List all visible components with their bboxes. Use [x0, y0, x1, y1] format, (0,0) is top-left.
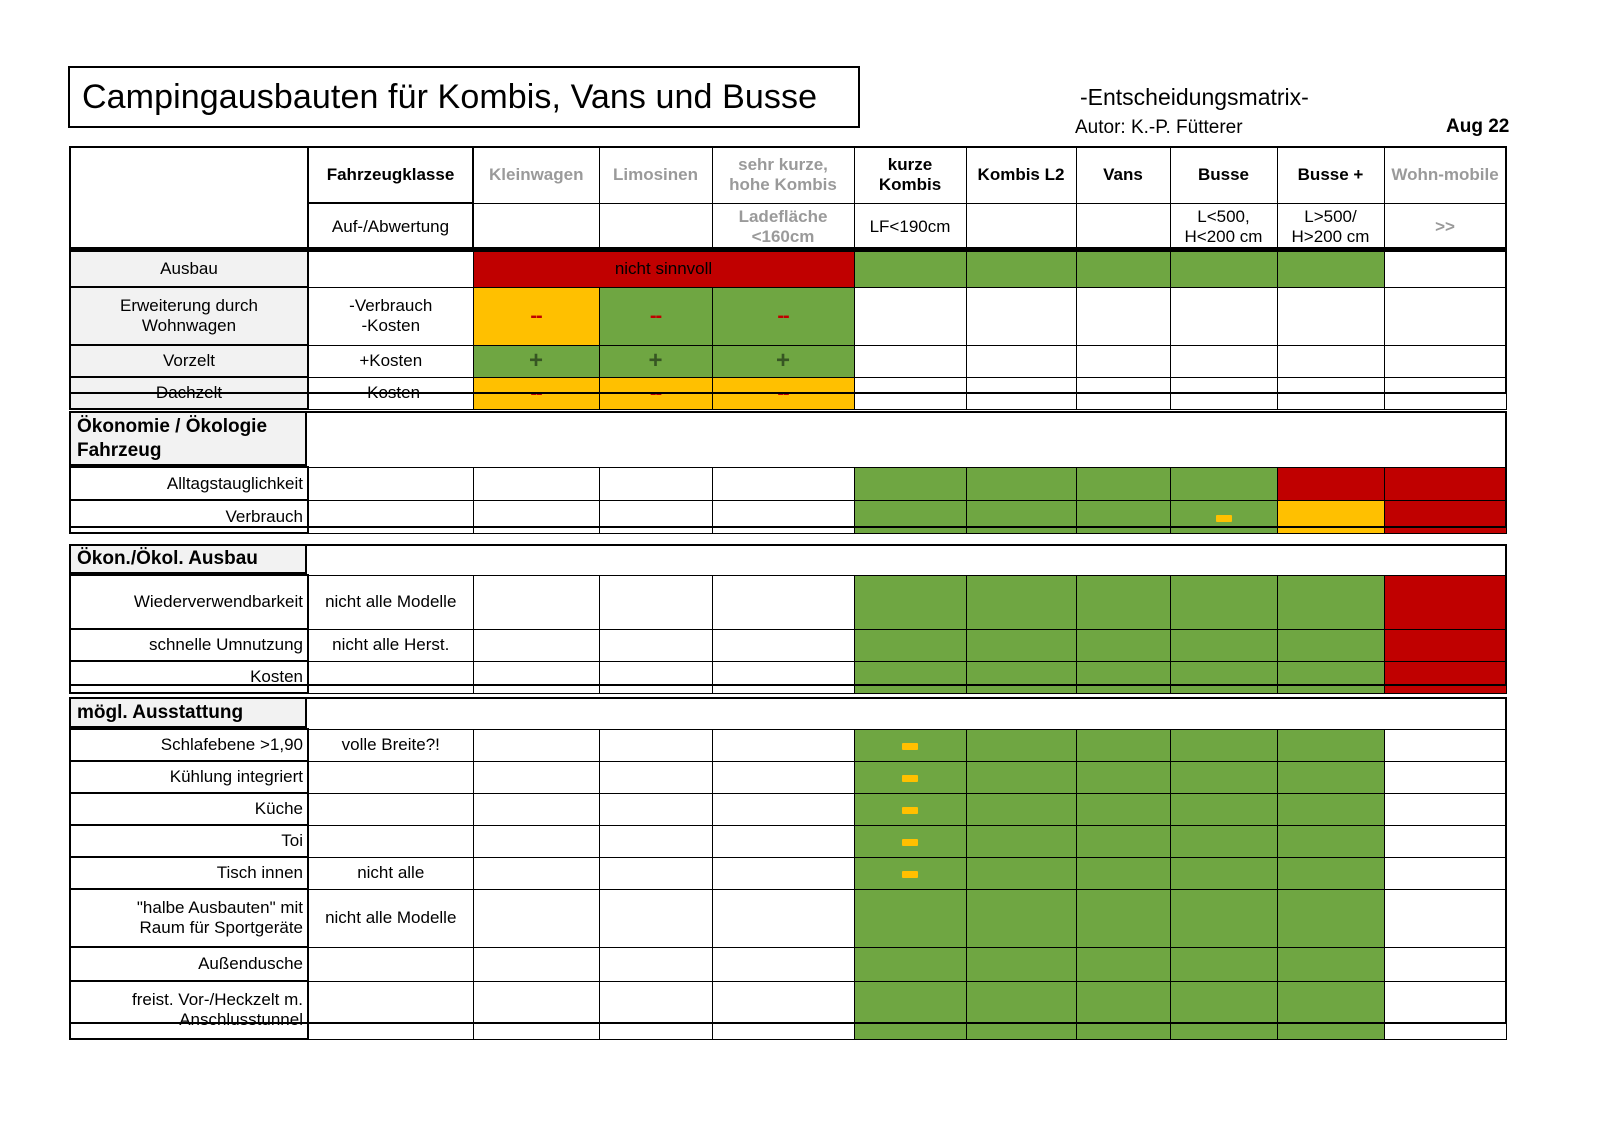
cell-verbrauch-busse-plus [1277, 500, 1384, 533]
cell-kueche-criterion [308, 793, 473, 825]
cell-tisch-kombis-l2 [966, 857, 1076, 889]
cell-umnutzung-limosinen [599, 629, 712, 661]
table-row [70, 761, 1506, 793]
cell-verbrauch-criterion [308, 500, 473, 533]
cell-dachzelt-sehr-kurze [712, 377, 854, 409]
cell-heckzelt-busse [1170, 981, 1277, 1039]
cell-dachzelt-limosinen [599, 377, 712, 409]
cell-verbrauch-vans [1076, 500, 1170, 533]
cell-alltag-busse-plus [1277, 467, 1384, 500]
row-label-wiederverwendbarkeit: Wiederverwendbarkeit [70, 575, 308, 629]
table-row [70, 287, 1506, 345]
rating-vans [1076, 203, 1170, 251]
author-label: Autor: K.-P. Fütterer [1075, 117, 1243, 138]
minus-symbol: -- [530, 304, 542, 327]
cell-dusche-kleinwagen [473, 947, 599, 981]
cell-alltag-kurze-kombis [854, 467, 966, 500]
matrix-block-ausstattung [69, 728, 1507, 1040]
cell-dusche-kurze-kombis [854, 947, 966, 981]
row-label-erweiterung [70, 287, 308, 345]
cell-schlafebene-sehr-kurze [712, 729, 854, 761]
cell-toi-sehr-kurze [712, 825, 854, 857]
cell-halbe-busse-plus [1277, 889, 1384, 947]
cell-vorzelt-criterion: +Kosten [308, 345, 473, 377]
cell-wiederverwend-busse-plus [1277, 575, 1384, 629]
cell-dusche-wohnmobile [1384, 947, 1506, 981]
cell-toi-vans [1076, 825, 1170, 857]
cell-dusche-vans [1076, 947, 1170, 981]
cell-alltag-limosinen [599, 467, 712, 500]
rating-busse: L<500, H<200 cm [1170, 203, 1277, 251]
table-row [70, 825, 1506, 857]
header-limosinen: Limosinen [599, 147, 712, 203]
matrix-table-oekonomie [69, 466, 1507, 534]
table-row [70, 467, 1506, 500]
cell-dachzelt-kurze-kombis [854, 377, 966, 409]
cell-vorzelt-kurze-kombis [854, 345, 966, 377]
cell-erweiterung-criterion [308, 287, 473, 345]
cell-kosten-busse [1170, 661, 1277, 693]
cell-wiederverwend-sehr-kurze [712, 575, 854, 629]
cell-verbrauch-busse [1170, 500, 1277, 533]
cell-kuehlung-sehr-kurze [712, 761, 854, 793]
rating-limosinen [599, 203, 712, 251]
cell-kosten-wohnmobile [1384, 661, 1506, 693]
rating-kurze-kombis: LF<190cm [854, 203, 966, 251]
cell-verbrauch-kombis-l2 [966, 500, 1076, 533]
plus-symbol: + [775, 347, 790, 375]
table-row [70, 981, 1506, 1039]
matrix-block-oekonomie [69, 466, 1507, 534]
cell-umnutzung-wohnmobile [1384, 629, 1506, 661]
cell-kosten-kombis-l2 [966, 661, 1076, 693]
cell-kueche-vans [1076, 793, 1170, 825]
cell-schlafebene-kombis-l2 [966, 729, 1076, 761]
header-row-rating [70, 203, 1506, 251]
minus-symbol: -- [649, 304, 662, 327]
table-row [70, 889, 1506, 947]
cell-alltag-busse [1170, 467, 1277, 500]
cell-halbe-kombis-l2 [966, 889, 1076, 947]
cell-kuehlung-criterion [308, 761, 473, 793]
cell-kueche-kurze-kombis [854, 793, 966, 825]
cell-tisch-busse [1170, 857, 1277, 889]
table-row [70, 500, 1506, 533]
minus-symbol: -- [777, 381, 789, 404]
cell-erweiterung-busse-plus [1277, 287, 1384, 345]
cell-dusche-busse-plus [1277, 947, 1384, 981]
row-label-vorzelt-heckzelt-text: freist. Vor-/Heckzelt m. Anschlusstunnel [132, 990, 303, 1029]
cell-vorzelt-limosinen [599, 345, 712, 377]
cell-kuehlung-vans [1076, 761, 1170, 793]
cell-umnutzung-kurze-kombis [854, 629, 966, 661]
cell-kosten-busse-plus [1277, 661, 1384, 693]
cell-kuehlung-kurze-kombis [854, 761, 966, 793]
cell-alltag-sehr-kurze [712, 467, 854, 500]
row-label-kuehlung: Kühlung integriert [70, 761, 308, 793]
row-label-toi: Toi [70, 825, 308, 857]
cell-kosten-vans [1076, 661, 1170, 693]
table-row [70, 345, 1506, 377]
header-kurze-kombis: kurze Kombis [854, 147, 966, 203]
cell-kueche-kleinwagen [473, 793, 599, 825]
cell-dusche-limosinen [599, 947, 712, 981]
cell-umnutzung-busse [1170, 629, 1277, 661]
table-row [70, 251, 1506, 287]
table-row [70, 729, 1506, 761]
header-kleinwagen: Kleinwagen [473, 147, 599, 203]
cell-kuehlung-limosinen [599, 761, 712, 793]
minus-symbol: -- [530, 381, 542, 404]
cell-schlafebene-kleinwagen [473, 729, 599, 761]
table-row [70, 661, 1506, 693]
cell-vorzelt-vans [1076, 345, 1170, 377]
cell-wiederverwend-busse [1170, 575, 1277, 629]
cell-toi-kurze-kombis [854, 825, 966, 857]
header-kombis-l2: Kombis L2 [966, 147, 1076, 203]
cell-heckzelt-vans [1076, 981, 1170, 1039]
header-row-classes [70, 147, 1506, 203]
cell-tisch-kurze-kombis [854, 857, 966, 889]
cell-heckzelt-criterion [308, 981, 473, 1039]
cell-kosten-kurze-kombis [854, 661, 966, 693]
cell-dachzelt-kleinwagen [473, 377, 599, 409]
cell-schlafebene-kurze-kombis [854, 729, 966, 761]
table-row [70, 377, 1506, 409]
table-row [70, 575, 1506, 629]
cell-erweiterung-limosinen [599, 287, 712, 345]
cell-toi-wohnmobile [1384, 825, 1506, 857]
section-header-oekonomie [69, 411, 307, 466]
table-row [70, 857, 1506, 889]
cell-vorzelt-sehr-kurze [712, 345, 854, 377]
cell-dachzelt-vans [1076, 377, 1170, 409]
cell-toi-criterion [308, 825, 473, 857]
cell-toi-busse-plus [1277, 825, 1384, 857]
row-label-vorzelt-heckzelt [70, 981, 308, 1039]
header-sehr-kurze-hohe-kombis: sehr kurze, hohe Kombis [712, 147, 854, 203]
cell-kuehlung-busse-plus [1277, 761, 1384, 793]
cell-dachzelt-wohnmobile [1384, 377, 1506, 409]
cell-umnutzung-criterion: nicht alle Herst. [308, 629, 473, 661]
cell-kueche-limosinen [599, 793, 712, 825]
cell-verbrauch-limosinen [599, 500, 712, 533]
subtitle: -Entscheidungsmatrix- [1080, 84, 1309, 110]
dash-marker-icon [902, 743, 918, 750]
section-header-oekon-ausbau [69, 544, 307, 574]
cell-verbrauch-kleinwagen [473, 500, 599, 533]
dash-marker-icon [1216, 515, 1232, 522]
cell-halbe-limosinen [599, 889, 712, 947]
cell-erweiterung-sehr-kurze [712, 287, 854, 345]
matrix-table-ausstattung [69, 728, 1507, 1040]
section-header-ausstattung-text: mögl. Ausstattung [77, 701, 244, 723]
cell-umnutzung-vans [1076, 629, 1170, 661]
cell-heckzelt-sehr-kurze [712, 981, 854, 1039]
row-label-vorzelt: Vorzelt [70, 345, 308, 377]
matrix-block-oekon-ausbau [69, 574, 1507, 694]
plus-symbol: + [648, 347, 663, 375]
cell-verbrauch-wohnmobile [1384, 500, 1506, 533]
cell-toi-kombis-l2 [966, 825, 1076, 857]
rating-kleinwagen [473, 203, 599, 251]
cell-dusche-kombis-l2 [966, 947, 1076, 981]
cell-kosten-criterion [308, 661, 473, 693]
section-header-oekon-ausbau-text: Ökon./Ökol. Ausbau [77, 548, 258, 569]
cell-halbe-vans [1076, 889, 1170, 947]
row-label-halbe-ausbauten [70, 889, 308, 947]
minus-symbol: -- [777, 304, 789, 327]
cell-schlafebene-wohnmobile [1384, 729, 1506, 761]
cell-kuehlung-wohnmobile [1384, 761, 1506, 793]
cell-schlafebene-busse [1170, 729, 1277, 761]
cell-erweiterung-wohnmobile [1384, 287, 1506, 345]
header-busse-plus: Busse + [1277, 147, 1384, 203]
cell-ausbau-kurze-kombis [854, 251, 966, 287]
page-title: Campingausbauten für Kombis, Vans und Busse [82, 77, 818, 116]
row-label-verbrauch: Verbrauch [70, 500, 308, 533]
row-label-schlafebene: Schlafebene >1,90 [70, 729, 308, 761]
row-label-erweiterung-text: Erweiterung durch Wohnwagen [120, 296, 258, 335]
cell-halbe-wohnmobile [1384, 889, 1506, 947]
cell-erweiterung-kleinwagen [473, 287, 599, 345]
cell-wiederverwend-kleinwagen [473, 575, 599, 629]
cell-umnutzung-busse-plus [1277, 629, 1384, 661]
row-label-alltagstauglichkeit: Alltagstauglichkeit [70, 467, 308, 500]
matrix-header-and-block1 [69, 146, 1507, 410]
cell-toi-kleinwagen [473, 825, 599, 857]
cell-toi-limosinen [599, 825, 712, 857]
cell-dachzelt-kombis-l2 [966, 377, 1076, 409]
cell-kueche-wohnmobile [1384, 793, 1506, 825]
cell-wiederverwend-kurze-kombis [854, 575, 966, 629]
cell-ausbau-busse-plus [1277, 251, 1384, 287]
plus-symbol: + [528, 347, 543, 375]
cell-verbrauch-kurze-kombis [854, 500, 966, 533]
cell-verbrauch-sehr-kurze [712, 500, 854, 533]
cell-erweiterung-busse [1170, 287, 1277, 345]
cell-vorzelt-busse [1170, 345, 1277, 377]
cell-umnutzung-sehr-kurze [712, 629, 854, 661]
cell-kosten-kleinwagen [473, 661, 599, 693]
cell-umnutzung-kleinwagen [473, 629, 599, 661]
table-row [70, 793, 1506, 825]
table-row [70, 947, 1506, 981]
rating-kombis-l2 [966, 203, 1076, 251]
cell-dusche-sehr-kurze [712, 947, 854, 981]
cell-heckzelt-kleinwagen [473, 981, 599, 1039]
cell-schlafebene-limosinen [599, 729, 712, 761]
cell-dachzelt-busse-plus [1277, 377, 1384, 409]
row-label-ausbau: Ausbau [70, 251, 308, 287]
matrix-table-top [69, 146, 1507, 410]
cell-schlafebene-criterion: volle Breite?! [308, 729, 473, 761]
cell-alltag-kleinwagen [473, 467, 599, 500]
cell-halbe-kleinwagen [473, 889, 599, 947]
cell-erweiterung-kombis-l2 [966, 287, 1076, 345]
header-busse: Busse [1170, 147, 1277, 203]
cell-dusche-criterion [308, 947, 473, 981]
dash-marker-icon [902, 807, 918, 814]
cell-heckzelt-limosinen [599, 981, 712, 1039]
row-label-tisch-innen: Tisch innen [70, 857, 308, 889]
cell-dachzelt-criterion: -Kosten [308, 377, 473, 409]
cell-halbe-busse [1170, 889, 1277, 947]
cell-wiederverwend-criterion: nicht alle Modelle [308, 575, 473, 629]
header-criterion: Fahrzeugklasse [308, 147, 473, 203]
cell-ausbau-nicht-sinnvoll: nicht sinnvoll [473, 251, 854, 287]
cell-heckzelt-busse-plus [1277, 981, 1384, 1039]
dash-marker-icon [902, 775, 918, 782]
cell-erweiterung-vans [1076, 287, 1170, 345]
cell-tisch-vans [1076, 857, 1170, 889]
cell-wiederverwend-vans [1076, 575, 1170, 629]
title-box [68, 66, 860, 128]
row-label-kueche: Küche [70, 793, 308, 825]
cell-tisch-busse-plus [1277, 857, 1384, 889]
cell-wiederverwend-kombis-l2 [966, 575, 1076, 629]
cell-alltag-kombis-l2 [966, 467, 1076, 500]
row-label-aussendusche: Außendusche [70, 947, 308, 981]
cell-kueche-sehr-kurze [712, 793, 854, 825]
cell-ausbau-vans [1076, 251, 1170, 287]
table-row [70, 629, 1506, 661]
cell-vorzelt-wohnmobile [1384, 345, 1506, 377]
cell-kuehlung-busse [1170, 761, 1277, 793]
cell-wiederverwend-wohnmobile [1384, 575, 1506, 629]
cell-heckzelt-kurze-kombis [854, 981, 966, 1039]
criterion-text: -Verbrauch -Kosten [349, 296, 433, 335]
cell-kuehlung-kleinwagen [473, 761, 599, 793]
section-header-oekonomie-text: Ökonomie / Ökologie Fahrzeug [77, 416, 268, 461]
cell-alltag-criterion [308, 467, 473, 500]
dash-marker-icon [902, 871, 918, 878]
row-label-dachzelt: Dachzelt [70, 377, 308, 409]
cell-alltag-wohnmobile [1384, 467, 1506, 500]
cell-tisch-sehr-kurze [712, 857, 854, 889]
corner-spacer [70, 147, 308, 203]
cell-kuehlung-kombis-l2 [966, 761, 1076, 793]
cell-dusche-busse [1170, 947, 1277, 981]
rating-row-label: Auf-/Abwertung [308, 203, 473, 251]
header-vans: Vans [1076, 147, 1170, 203]
cell-ausbau-wohnmobile [1384, 251, 1506, 287]
cell-kueche-busse [1170, 793, 1277, 825]
cell-halbe-kurze-kombis [854, 889, 966, 947]
matrix-table-oekon-ausbau [69, 574, 1507, 694]
cell-alltag-vans [1076, 467, 1170, 500]
cell-schlafebene-busse-plus [1277, 729, 1384, 761]
cell-toi-busse [1170, 825, 1277, 857]
cell-schlafebene-vans [1076, 729, 1170, 761]
cell-umnutzung-kombis-l2 [966, 629, 1076, 661]
cell-ausbau-busse [1170, 251, 1277, 287]
cell-ausbau-kombis-l2 [966, 251, 1076, 287]
cell-kosten-sehr-kurze [712, 661, 854, 693]
cell-kueche-busse-plus [1277, 793, 1384, 825]
cell-wiederverwend-limosinen [599, 575, 712, 629]
minus-symbol: -- [649, 381, 662, 404]
cell-tisch-wohnmobile [1384, 857, 1506, 889]
cell-kosten-limosinen [599, 661, 712, 693]
cell-heckzelt-kombis-l2 [966, 981, 1076, 1039]
cell-erweiterung-kurze-kombis [854, 287, 966, 345]
cell-halbe-criterion: nicht alle Modelle [308, 889, 473, 947]
cell-tisch-criterion: nicht alle [308, 857, 473, 889]
rating-sehr-kurze: Ladefläche <160cm [712, 203, 854, 251]
row-label-halbe-ausbauten-text: "halbe Ausbauten" mit Raum für Sportgeräte [136, 898, 303, 937]
header-wohnmobile: Wohn-mobile [1384, 147, 1506, 203]
cell-ausbau-criterion [308, 251, 473, 287]
cell-vorzelt-kombis-l2 [966, 345, 1076, 377]
cell-vorzelt-busse-plus [1277, 345, 1384, 377]
cell-kueche-kombis-l2 [966, 793, 1076, 825]
row-label-schnelle-umnutzung: schnelle Umnutzung [70, 629, 308, 661]
dash-marker-icon [902, 839, 918, 846]
cell-vorzelt-kleinwagen [473, 345, 599, 377]
row-label-kosten: Kosten [70, 661, 308, 693]
rating-spacer [70, 203, 308, 251]
rating-busse-plus: L>500/ H>200 cm [1277, 203, 1384, 251]
cell-tisch-limosinen [599, 857, 712, 889]
cell-dachzelt-busse [1170, 377, 1277, 409]
rating-wohnmobile: >> [1384, 203, 1506, 251]
date-label: Aug 22 [1446, 116, 1510, 137]
cell-halbe-sehr-kurze [712, 889, 854, 947]
cell-heckzelt-wohnmobile [1384, 981, 1506, 1039]
section-header-ausstattung [69, 697, 307, 728]
cell-tisch-kleinwagen [473, 857, 599, 889]
